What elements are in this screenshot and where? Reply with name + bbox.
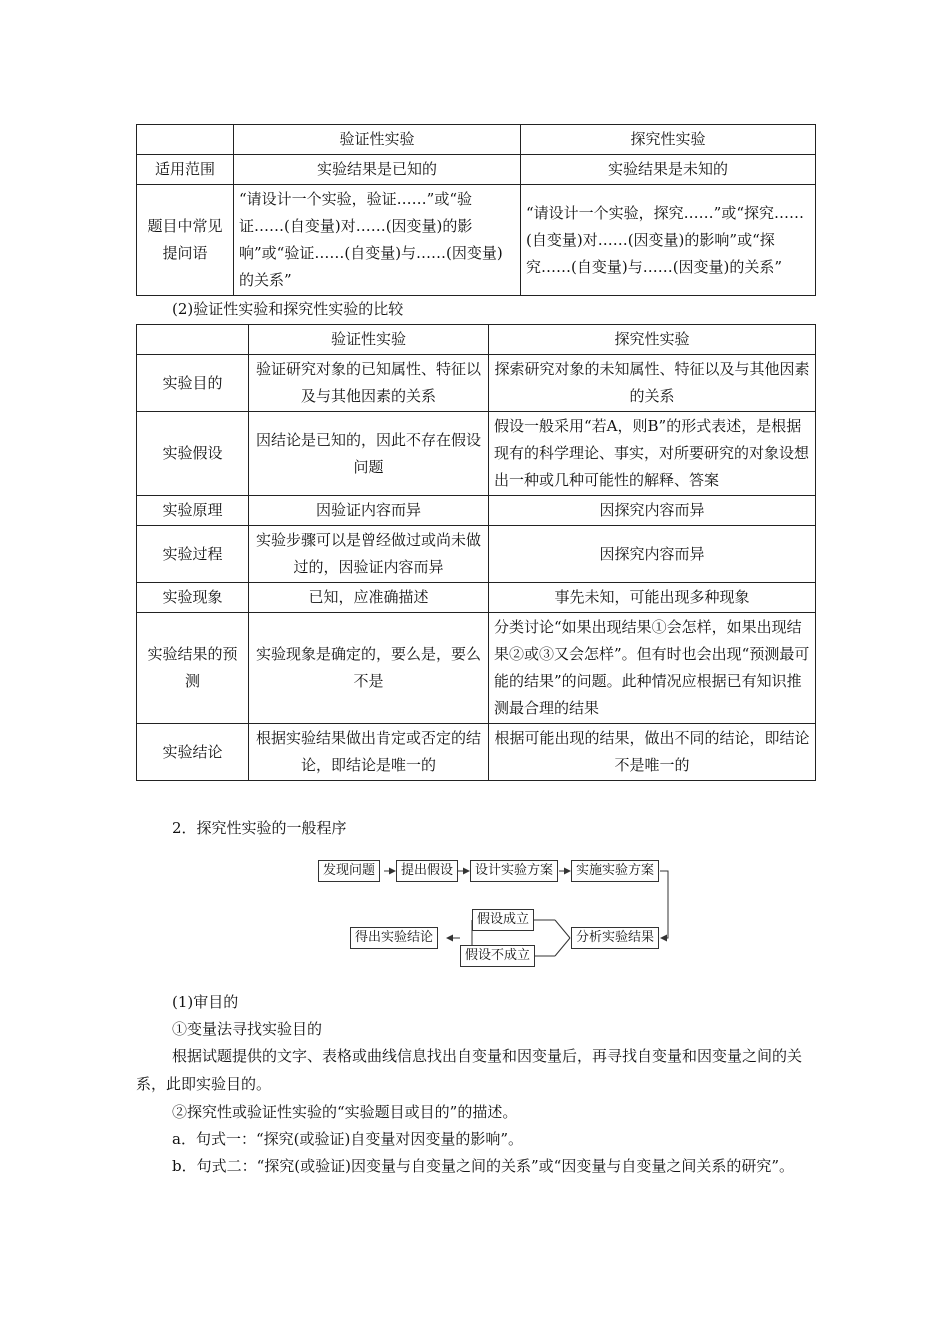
arrow	[660, 871, 668, 938]
table-cell: 实验结果是未知的	[521, 155, 816, 185]
table-cell: 因探究内容而异	[489, 496, 816, 526]
table-cell: 已知，应准确描述	[249, 583, 489, 613]
table-row	[137, 583, 816, 613]
flow-branch-true: 假设成立	[472, 909, 534, 931]
table-header: 验证性实验	[234, 125, 521, 155]
flow-branch-false: 假设不成立	[460, 945, 535, 967]
table-cell: “请设计一个实验，探究……”或“探究……(自变量)对……(因变量)的影响”或“探究……(自变量)与……(因变量)的关系”	[521, 185, 816, 296]
table-row	[137, 724, 816, 781]
table-row	[137, 325, 816, 355]
table-header: 探究性实验	[489, 325, 816, 355]
table-cell: 实验现象	[137, 583, 249, 613]
table-cell: “请设计一个实验，验证……”或“验证……(自变量)对……(因变量)的影响”或“验证……(自变量)与……(因变量)的关系”	[234, 185, 521, 296]
paragraph: (1)审目的	[172, 993, 239, 1011]
comparison-table-1	[136, 124, 816, 296]
table-row	[137, 526, 816, 583]
procedure-flowchart	[300, 848, 680, 978]
branch-line	[555, 920, 570, 938]
table-cell: 因探究内容而异	[489, 526, 816, 583]
table-header: 验证性实验	[249, 325, 489, 355]
table-cell	[137, 325, 249, 355]
table-cell: 分类讨论“如果出现结果①会怎样，如果出现结果②或③又会怎样”。但有时也会出现“预测最可能的结果”的问题。此种情况应根据已有知识推测最合理的结果	[489, 613, 816, 724]
table-cell: 假设一般采用“若A，则B”的形式表述，是根据现有的科学理论、事实，对所要研究的对象设想出一种或几种可能性的解释、答案	[489, 412, 816, 496]
table-cell: 验证研究对象的已知属性、特征以及与其他因素的关系	[249, 355, 489, 412]
table-cell: 因结论是已知的，因此不存在假设问题	[249, 412, 489, 496]
table-cell: 探索研究对象的未知属性、特征以及与其他因素的关系	[489, 355, 816, 412]
flow-step-hypothesis: 提出假设	[396, 860, 458, 882]
table-cell: 实验步骤可以是曾经做过或尚未做过的，因验证内容而异	[249, 526, 489, 583]
flow-step-discover: 发现问题	[318, 860, 380, 882]
table-row	[137, 155, 816, 185]
table-row	[137, 355, 816, 412]
flow-step-design: 设计实验方案	[470, 860, 558, 882]
table-row	[137, 412, 816, 496]
table-header: 探究性实验	[521, 125, 816, 155]
table-cell: 根据可能出现的结果，做出不同的结论，即结论不是唯一的	[489, 724, 816, 781]
branch-line	[555, 938, 570, 956]
section-heading: 2．探究性实验的一般程序	[172, 819, 347, 837]
table-cell: 实验结果的预测	[137, 613, 249, 724]
paragraph: ①变量法寻找实验目的	[172, 1020, 323, 1038]
table-cell: 实验现象是确定的，要么是，要么不是	[249, 613, 489, 724]
table-cell: 因验证内容而异	[249, 496, 489, 526]
table-cell	[137, 125, 234, 155]
paragraph: b．句式二：“探究(或验证)因变量与自变量之间的关系”或“因变量与自变量之间关系的研究”。	[172, 1157, 794, 1175]
table-cell: 根据实验结果做出肯定或否定的结论，即结论是唯一的	[249, 724, 489, 781]
table-row	[137, 496, 816, 526]
table-cell: 实验结论	[137, 724, 249, 781]
paragraph: 根据试题提供的文字、表格或曲线信息找出自变量和因变量后，再寻找自变量和因变量之间的关系，此即实验目的。	[136, 1047, 803, 1093]
table-caption: (2)验证性实验和探究性实验的比较	[172, 300, 404, 318]
comparison-table-2	[136, 324, 816, 781]
flow-step-conclusion: 得出实验结论	[350, 927, 438, 949]
table-cell: 实验假设	[137, 412, 249, 496]
table-cell: 实验过程	[137, 526, 249, 583]
table-cell: 实验目的	[137, 355, 249, 412]
paragraph: a．句式一：“探究(或验证)自变量对因变量的影响”。	[172, 1130, 523, 1148]
table-cell: 适用范围	[137, 155, 234, 185]
flow-step-implement: 实施实验方案	[571, 860, 659, 882]
table-cell: 实验结果是已知的	[234, 155, 521, 185]
paragraph: ②探究性或验证性实验的“实验题目或目的”的描述。	[172, 1103, 518, 1121]
table-cell: 题目中常见提问语	[137, 185, 234, 296]
flow-step-analyze: 分析实验结果	[571, 927, 659, 949]
table-row	[137, 185, 816, 296]
table-cell: 事先未知，可能出现多种现象	[489, 583, 816, 613]
table-cell: 实验原理	[137, 496, 249, 526]
table-row	[137, 613, 816, 724]
table-row	[137, 125, 816, 155]
